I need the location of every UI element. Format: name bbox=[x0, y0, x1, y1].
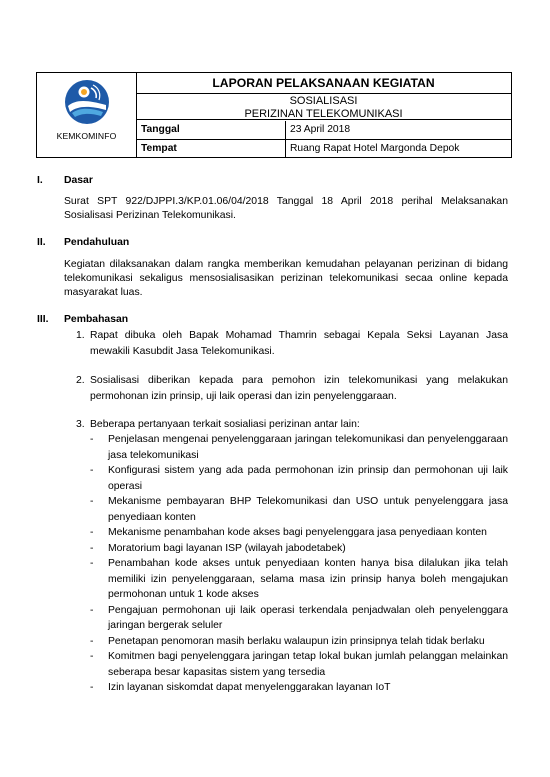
list-item-text: Penambahan kode akses untuk penyediaan konten hanya bisa dilalukan jika telah memiliki izin penyelenggaraan, selama masa izin prinsip hanya boleh mengajukan permohonan untuk 1 kode akses bbox=[108, 558, 508, 600]
section-title: Dasar bbox=[64, 175, 93, 186]
item-number: 1. bbox=[76, 330, 85, 341]
subtitle-line-2: PERIZINAN TELEKOMUNIKASI bbox=[244, 107, 403, 120]
report-subtitle bbox=[136, 94, 511, 120]
date-label: Tanggal bbox=[136, 121, 286, 139]
logo-text: KEMKOMINFO bbox=[56, 131, 117, 141]
list-item bbox=[90, 603, 508, 634]
discussion-item-2 bbox=[76, 373, 508, 404]
item-text: Beberapa pertanyaan terkait sosialiasi perizinan antar lain: bbox=[90, 419, 360, 430]
list-item-text: Mekanisme penambahan kode akses bagi penyelenggara jasa penyediaan konten bbox=[108, 527, 487, 538]
list-item bbox=[90, 494, 508, 525]
date-value: 23 April 2018 bbox=[290, 124, 351, 135]
list-item-text: Komitmen bagi penyelenggara jaringan tetap lokal bukan jumlah pelanggan melainkan seberapa besar kapasitas sistem yang tersedia bbox=[108, 651, 508, 678]
item-number: 3. bbox=[76, 419, 85, 430]
section-title: Pendahuluan bbox=[64, 237, 130, 248]
discussion-item-1 bbox=[76, 328, 508, 359]
bullet-dash: - bbox=[90, 635, 94, 647]
section-pendahuluan-text: Kegiatan dilaksanakan dalam rangka memberikan kemudahan pelayanan perizinan di bidang telekomunikasi sekaligus mensosialisasikan perizinan telekomunikasi secaa online kepada masyarakat luas. bbox=[64, 259, 508, 298]
bullet-dash: - bbox=[90, 496, 94, 507]
subtitle-line-1: SOSIALISASI bbox=[289, 95, 358, 107]
list-item-text: Mekanisme pembayaran BHP Telekomunikasi dan USO untuk penyelenggara jasa penyediaan konten bbox=[108, 496, 508, 523]
bullet-dash: - bbox=[90, 682, 94, 693]
list-item bbox=[90, 432, 508, 463]
questions-list bbox=[90, 432, 508, 696]
list-item-text: Penetapan penomoran masih berlaku walaupun izin prinsipnya telah tidak berlaku bbox=[108, 635, 485, 647]
place-label: Tempat bbox=[136, 140, 286, 158]
section-number: II. bbox=[37, 237, 46, 248]
list-item bbox=[90, 463, 508, 494]
list-item-text: Konfigurasi sistem yang ada pada permohonan izin prinsip dan permohonan uji laik operasi bbox=[108, 465, 508, 492]
bullet-dash: - bbox=[90, 465, 94, 476]
logo-cell bbox=[37, 73, 137, 157]
section-number: I. bbox=[37, 175, 43, 186]
list-item-text: Izin layanan siskomdat dapat menyelenggarakan layanan IoT bbox=[108, 682, 391, 693]
list-item-text: Pengajuan permohonan uji laik operasi terkendala penjadwalan oleh penyelenggara jaringan bergerak seluler bbox=[108, 604, 508, 631]
bullet-dash: - bbox=[90, 558, 94, 569]
bullet-dash: - bbox=[90, 434, 94, 445]
bullet-dash: - bbox=[90, 527, 94, 538]
item-text: Sosialisasi diberikan kepada para pemohon izin telekomunikasi yang melakukan permohonan izin prinsip, uji laik operasi dan izin penyelenggaraan. bbox=[90, 375, 508, 402]
list-item bbox=[90, 634, 508, 650]
list-item bbox=[90, 556, 508, 603]
place-value: Ruang Rapat Hotel Margonda Depok bbox=[290, 143, 460, 154]
list-item bbox=[90, 680, 508, 696]
kemkominfo-logo-icon bbox=[64, 79, 110, 125]
section-dasar-text: Surat SPT 922/DJPPI.3/KP.01.06/04/2018 Tanggal 18 April 2018 perihal Melaksanakan Sosialisasi Perizinan Telekomunikasi. bbox=[64, 196, 508, 221]
list-item-text: Penjelasan mengenai penyelenggaraan jaringan telekomunikasi dan penyelenggaraan jasa telekomunikasi bbox=[108, 434, 508, 461]
section-title: Pembahasan bbox=[64, 314, 129, 325]
bullet-dash: - bbox=[90, 542, 94, 554]
list-item-text: Moratorium bagi layanan ISP (wilayah jabodetabek) bbox=[108, 542, 346, 554]
place-row bbox=[136, 140, 511, 158]
list-item bbox=[90, 649, 508, 680]
list-item bbox=[90, 525, 508, 541]
list-item bbox=[90, 541, 508, 557]
discussion-item-3 bbox=[76, 417, 508, 433]
report-header-table bbox=[36, 72, 512, 158]
bullet-dash: - bbox=[90, 604, 94, 616]
item-number: 2. bbox=[76, 375, 85, 386]
date-row bbox=[136, 121, 511, 140]
report-title: LAPORAN PELAKSANAAN KEGIATAN bbox=[136, 73, 511, 94]
item-text: Rapat dibuka oleh Bapak Mohamad Thamrin sebagai Kepala Seksi Layanan Jasa mewakili Kasubdit Jasa Telekomunikasi. bbox=[90, 330, 508, 357]
section-number: III. bbox=[37, 314, 49, 325]
bullet-dash: - bbox=[90, 651, 94, 662]
